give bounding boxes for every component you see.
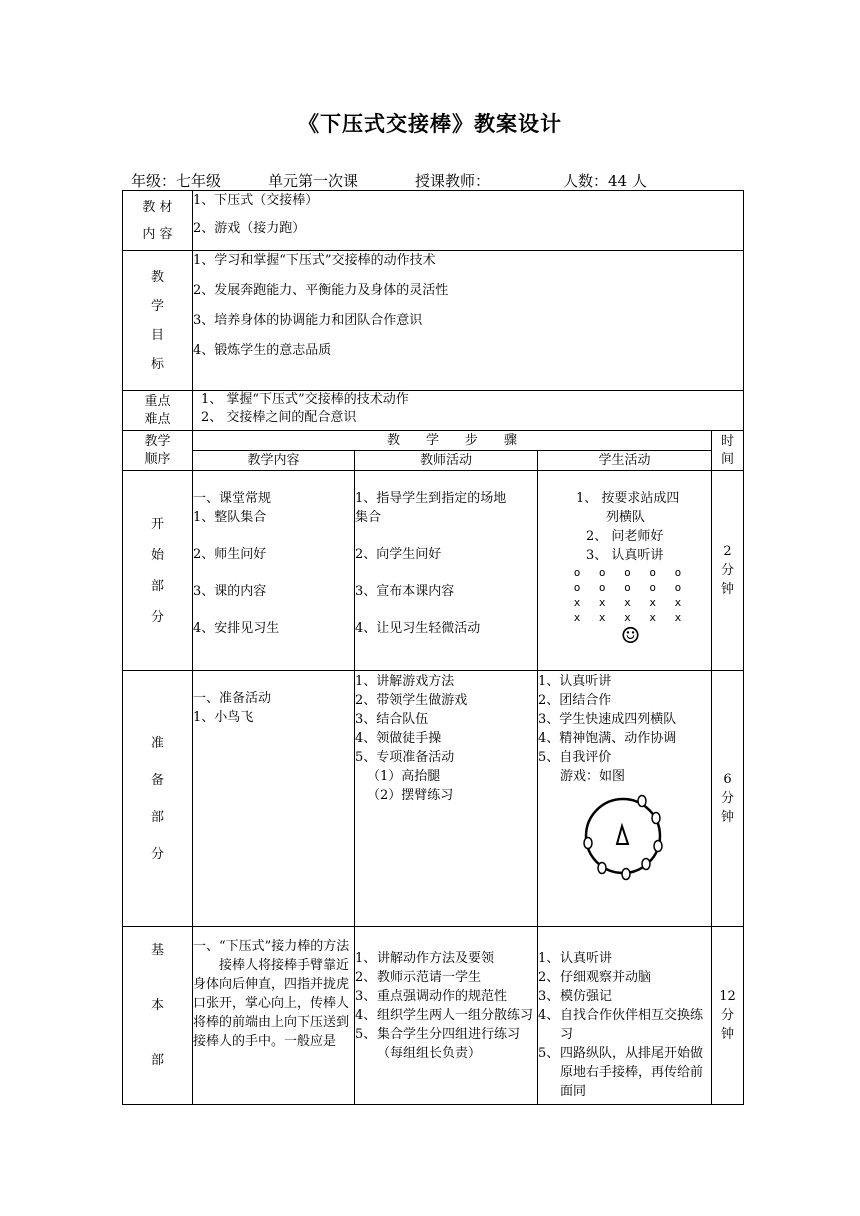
goals-label: 教 学 目 标 <box>123 251 193 391</box>
student-count: 人数：44 人 <box>563 172 647 190</box>
prep-time: 6 分 钟 <box>712 671 744 927</box>
key-items: 1、 掌握“下压式”交接棒的技术动作 2、 交接棒之间的配合意识 <box>193 391 744 431</box>
content-items: 1、下压式（交接棒） 2、游戏（接力跑） <box>193 191 744 251</box>
formation-diagram: o o o o o o o o o o x x x x x x x x x x <box>573 566 688 624</box>
order-header: 教学 顺序 <box>123 431 193 471</box>
start-student: 1、 按要求站成四 列横队 2、 问老师好 3、 认真听讲 o o o o o o o o o o x x x x x x x x x x ☺ <box>538 471 712 671</box>
start-content: 一、课堂常规 1、整队集合 2、师生问好 3、课的内容 4、安排见习生 <box>193 471 355 671</box>
teacher-name: 授课教师： <box>415 172 491 190</box>
basic-label: 基 本 部 <box>123 927 193 1105</box>
prep-content: 一、准备活动 1、小鸟飞 <box>193 671 355 927</box>
start-time: 2 分 钟 <box>712 471 744 671</box>
student-col-header: 学生活动 <box>538 451 712 471</box>
basic-content: 一、“下压式”接力棒的方法 接棒人将接棒手臂靠近身体向后伸直，四指并拢虎口张开，掌心向上，传棒人将棒的前端由上向下压送到接棒人的手中。一般应是 <box>193 927 355 1105</box>
game-circle-diagram <box>538 788 688 888</box>
basic-time: 12 分 钟 <box>712 927 744 1105</box>
content-label: 教 材 内 容 <box>123 191 193 251</box>
time-header: 时 间 <box>712 431 744 471</box>
document-title: 《下压式交接棒》教案设计 <box>298 111 562 136</box>
basic-student: 1、 认真听讲 2、 仔细观察并动脑 3、 模仿强记 4、 自找合作伙伴相互交换练习 5、 四路纵队，从排尾开始做原地右手接棒，再传给前面同 <box>538 927 712 1105</box>
prep-label: 准 备 部 分 <box>123 671 193 927</box>
lesson-plan-table <box>122 190 744 1105</box>
goals-items: 1、学习和掌握“下压式”交接棒的动作技术 2、发展奔跑能力、平衡能力及身体的灵活性 3、培养身体的协调能力和团队合作意识 4、锻炼学生的意志品质 <box>193 251 744 391</box>
basic-teacher: 1、 讲解动作方法及要领 2、 教师示范请一学生 3、 重点强调动作的规范性 4、 组织学生两人一组分散练习 5、 集合学生分四组进行练习（每组组长负责） <box>355 927 538 1105</box>
prep-student: 1、认真听讲 2、团结合作 3、学生快速成四列横队 4、精神饱满、动作协调 5、自我评价 游戏：如图 <box>538 671 712 927</box>
unit: 单元第一次课 <box>268 172 359 190</box>
start-label: 开 始 部 分 <box>123 471 193 671</box>
start-teacher: 1、指导学生到指定的场地 集合 2、向学生问好 3、宣布本课内容 4、让见习生轻微活动 <box>355 471 538 671</box>
teacher-col-header: 教师活动 <box>355 451 538 471</box>
prep-teacher: 1、讲解游戏方法 2、带领学生做游戏 3、结合队伍 4、领做徒手操 5、专项准备活动 （1）高抬腿 （2）摆臂练习 <box>355 671 538 927</box>
key-label: 重点 难点 <box>123 391 193 431</box>
grade: 年级：七年级 <box>131 172 222 190</box>
content-col-header: 教学内容 <box>193 451 355 471</box>
smiley-icon: ☺ <box>620 624 641 649</box>
steps-header: 教 学 步 骤 <box>193 431 712 451</box>
